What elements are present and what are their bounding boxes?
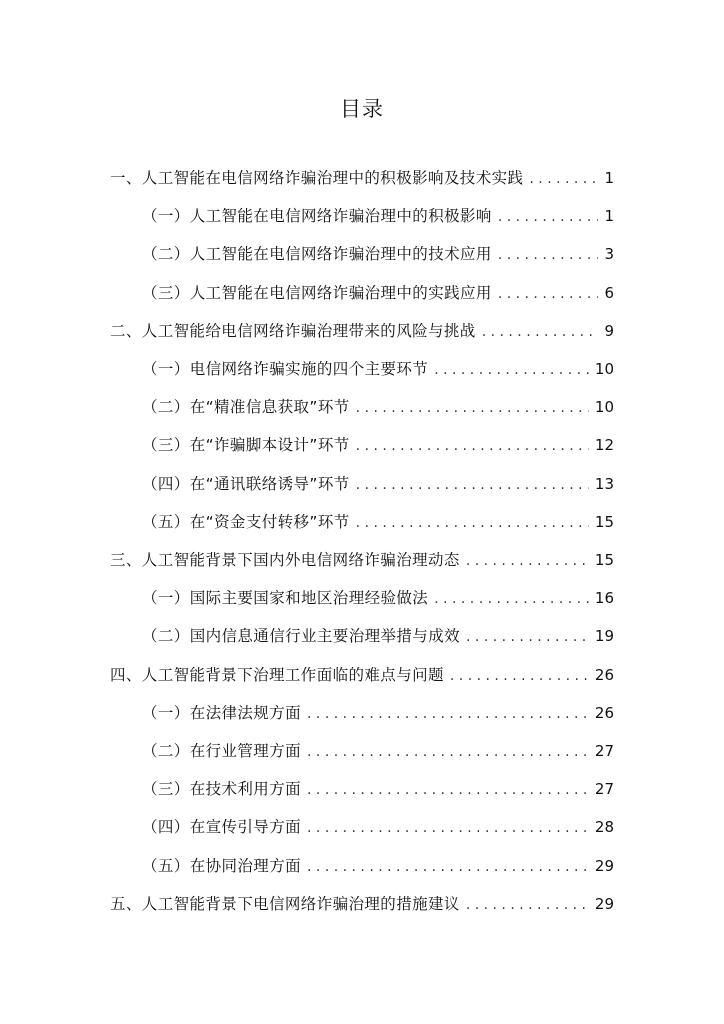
toc-entry-label: 二、人工智能给电信网络诈骗治理带来的风险与挑战 <box>110 321 476 340</box>
toc-section-entry[interactable] <box>142 701 614 725</box>
toc-entry-label: （三）人工智能在电信网络诈骗治理中的实践应用 <box>142 283 492 302</box>
toc-page-number: 6 <box>604 283 614 302</box>
toc-section-entry[interactable] <box>142 281 614 305</box>
toc-dot-leader <box>434 587 589 611</box>
toc-dot-leader <box>307 855 589 879</box>
toc-section-entry[interactable] <box>142 204 614 228</box>
toc-page-number: 3 <box>604 245 614 264</box>
toc-page-number: 10 <box>594 360 614 378</box>
toc-page-number: 15 <box>594 551 614 569</box>
toc-dot-leader <box>434 358 589 382</box>
toc-section-entry[interactable] <box>142 357 614 381</box>
toc-dot-leader <box>450 664 589 688</box>
toc-section-entry[interactable] <box>142 472 614 496</box>
toc-section-entry[interactable] <box>142 242 614 266</box>
toc-entry-label: （一）国际主要国家和地区治理经验做法 <box>142 589 429 608</box>
toc-page-number: 29 <box>594 894 614 913</box>
toc-entry-label: （四）在“通讯联络诱导”环节 <box>142 474 350 493</box>
toc-section-entry[interactable] <box>142 815 614 839</box>
toc-section-entry[interactable] <box>142 433 614 457</box>
toc-dot-leader <box>356 511 589 535</box>
toc-page-number: 16 <box>594 589 614 608</box>
toc-page-number: 29 <box>594 856 614 875</box>
toc-entry-label: （二）人工智能在电信网络诈骗治理中的技术应用 <box>142 245 492 264</box>
toc-section-entry[interactable] <box>142 510 614 534</box>
toc-entry-label: （二）在“精准信息获取”环节 <box>142 398 350 417</box>
toc-page-number: 26 <box>594 665 614 684</box>
toc-entry-label: 五、人工智能背景下电信网络诈骗治理的措施建议 <box>110 894 460 913</box>
toc-entry-label: （二）国内信息通信行业主要治理举措与成效 <box>142 627 461 646</box>
toc-dot-leader <box>356 434 589 458</box>
toc-chapter-entry[interactable] <box>110 548 614 572</box>
toc-chapter-entry[interactable] <box>110 319 614 343</box>
toc-dot-leader <box>482 320 599 344</box>
toc-dot-leader <box>307 778 589 802</box>
toc-dot-leader <box>529 167 598 191</box>
toc-dot-leader <box>307 702 589 726</box>
toc-entry-label: （二）在行业管理方面 <box>142 742 302 760</box>
toc-entry-label: 三、人工智能背景下国内外电信网络诈骗治理动态 <box>110 551 460 569</box>
toc-entry-label: 一、人工智能在电信网络诈骗治理中的积极影响及技术实践 <box>110 169 524 187</box>
toc-entry-label: 四、人工智能背景下治理工作面临的难点与问题 <box>110 665 444 684</box>
toc-entry-label: （五）在协同治理方面 <box>142 856 302 875</box>
toc-dot-leader <box>498 282 599 306</box>
toc-dot-leader <box>356 396 589 420</box>
toc-section-entry[interactable] <box>142 395 614 419</box>
toc-page-number: 27 <box>594 780 614 799</box>
toc-page-number: 13 <box>594 474 614 493</box>
toc-dot-leader <box>498 243 599 267</box>
toc-page-number: 12 <box>594 436 614 455</box>
toc-entry-label: （三）在技术利用方面 <box>142 780 302 799</box>
toc-dot-leader <box>307 816 589 840</box>
toc-dot-leader <box>356 473 589 497</box>
toc-dot-leader <box>466 549 589 573</box>
toc-page-number: 15 <box>594 512 614 531</box>
toc-page-number: 27 <box>594 742 614 760</box>
toc-page-number: 28 <box>594 818 614 837</box>
toc-entry-label: （一）电信网络诈骗实施的四个主要环节 <box>142 360 429 378</box>
toc-page-number: 10 <box>594 398 614 417</box>
toc-page-number: 26 <box>594 703 614 722</box>
toc-page-number: 9 <box>604 321 614 340</box>
toc-section-entry[interactable] <box>142 777 614 801</box>
toc-dot-leader <box>307 740 589 764</box>
toc-chapter-entry[interactable] <box>110 892 614 916</box>
toc-page-number: 1 <box>604 207 614 226</box>
toc-section-entry[interactable] <box>142 624 614 648</box>
toc-entry-label: （一）人工智能在电信网络诈骗治理中的积极影响 <box>142 207 492 226</box>
toc-dot-leader <box>498 205 599 229</box>
toc-section-entry[interactable] <box>142 854 614 878</box>
toc-dot-leader <box>466 893 589 917</box>
toc-section-entry[interactable] <box>142 739 614 763</box>
toc-page-number: 1 <box>604 169 614 187</box>
toc-chapter-entry[interactable] <box>110 663 614 687</box>
toc-entry-label: （四）在宣传引导方面 <box>142 818 302 837</box>
toc-page-number: 19 <box>594 627 614 646</box>
toc-section-entry[interactable] <box>142 586 614 610</box>
toc-entry-label: （五）在“资金支付转移”环节 <box>142 512 350 531</box>
toc-entry-label: （三）在“诈骗脚本设计”环节 <box>142 436 350 455</box>
toc-title: 目录 <box>340 97 384 121</box>
toc-dot-leader <box>466 625 589 649</box>
toc-entry-label: （一）在法律法规方面 <box>142 703 302 722</box>
toc-chapter-entry[interactable] <box>110 166 614 190</box>
